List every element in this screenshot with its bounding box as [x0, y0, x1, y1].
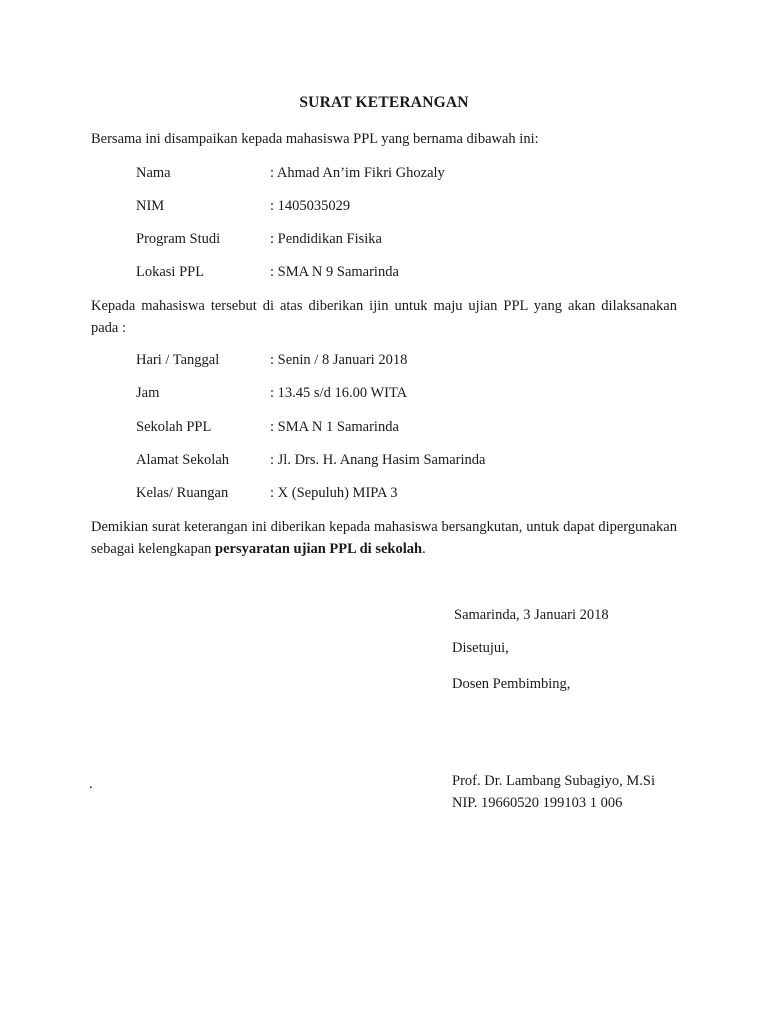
field-label: NIM [136, 198, 165, 214]
field-label: Sekolah PPL [136, 419, 212, 435]
field-label: Lokasi PPL [136, 264, 205, 280]
student-row-name [136, 163, 445, 183]
closing-text: Demikian surat keterangan ini diberikan kepada mahasiswa bersangkutan, untuk dapat dipergunakan sebagai kelengkapan [91, 519, 677, 557]
stray-dot: . [89, 776, 93, 792]
field-label: Nama [136, 165, 171, 181]
closing-paragraph [91, 516, 677, 560]
signatory-name: Prof. Dr. Lambang Subagiyo, M.Si [452, 773, 655, 789]
student-row-location [136, 262, 399, 282]
signature-approved: Disetujui, [452, 640, 509, 656]
field-value: : Jl. Drs. H. Anang Hasim Samarinda [270, 452, 486, 468]
field-value: : Ahmad An’im Fikri Ghozaly [270, 165, 445, 181]
field-label: Jam [136, 385, 160, 401]
field-value: : Senin / 8 Januari 2018 [270, 352, 408, 368]
field-value: : SMA N 9 Samarinda [270, 264, 399, 280]
signatory-nip: NIP. 19660520 199103 1 006 [452, 795, 623, 811]
student-row-nim [136, 196, 350, 216]
exam-row-date [136, 350, 407, 370]
exam-row-address [136, 450, 485, 470]
signature-role: Dosen Pembimbing, [452, 676, 571, 692]
document-title: SURAT KETERANGAN [299, 94, 469, 111]
closing-end: . [422, 541, 426, 557]
field-value: : X (Sepuluh) MIPA 3 [270, 485, 398, 501]
intro-paragraph: Bersama ini disampaikan kepada mahasiswa PPL yang bernama dibawah ini: [91, 131, 539, 147]
student-row-program [136, 229, 382, 249]
field-label: Program Studi [136, 231, 221, 247]
field-value: : Pendidikan Fisika [270, 231, 382, 247]
field-value: : 1405035029 [270, 198, 351, 214]
field-label: Alamat Sekolah [136, 452, 230, 468]
field-label: Hari / Tanggal [136, 352, 220, 368]
field-label: Kelas/ Ruangan [136, 485, 229, 501]
closing-bold-text: persyaratan ujian PPL di sekolah [215, 541, 423, 557]
permission-paragraph: Kepada mahasiswa tersebut di atas diberikan ijin untuk maju ujian PPL yang akan dilaksanakan pada : [91, 298, 677, 336]
field-value: : 13.45 s/d 16.00 WITA [270, 385, 408, 401]
signature-place-date: Samarinda, 3 Januari 2018 [454, 607, 609, 623]
exam-row-time [136, 383, 407, 403]
field-value: : SMA N 1 Samarinda [270, 419, 399, 435]
exam-row-class [136, 483, 398, 503]
exam-row-school [136, 417, 399, 437]
